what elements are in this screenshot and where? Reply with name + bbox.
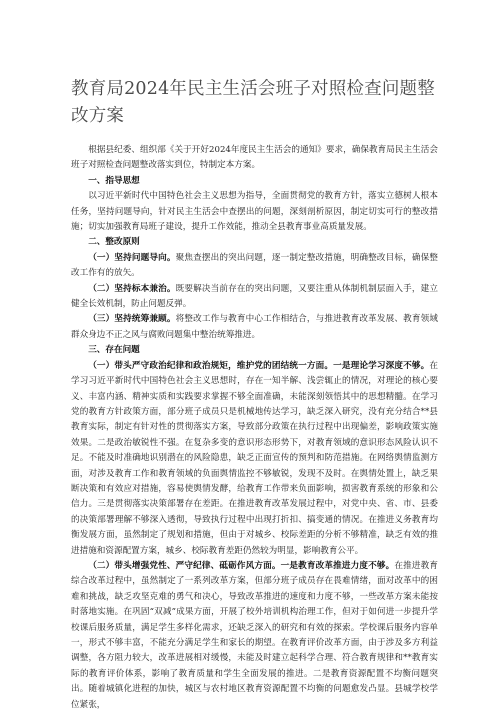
section-paragraph xyxy=(71,559,438,713)
section-paragraph xyxy=(71,251,438,282)
document-title: 教育局2024年民主生活会班子对照检查问题整改方案 xyxy=(71,79,435,126)
section-heading: 一、指导思想 xyxy=(88,175,140,186)
intro-paragraph: 根据县纪委、组织部《关于开好2024年度民主生活会的通知》要求，确保教育局民主生活会班子对照检查问题整改落实到位，特制定本方案。 xyxy=(71,145,438,171)
paragraph-lead: （二）坚持标本兼治。 xyxy=(88,283,176,294)
paragraph-text: 在推进教育综合改革过程中，虽然制定了一系列改革方案，但部分班子成员存在畏难情绪，面对改革中的困难和挑战，缺乏攻坚克难的勇气和决心，导致改革推进的速度和力度不够，一些改革方案未能按时落地实施。在巩固“双减”成果方面，开展了校外培训机构治理工作，但对于如何进一步提升学校课后服务质量，满足学生多样化需求，还缺乏深入的研究和有效的探索。学校课后服务内容单一，形式不够丰富，不能充分满足学生和家长的期望。在教育评价改革方面，由于涉及多方利益调整，各方阻力较大，改革进展相对缓慢，未能及时建立起科学合理、符合教育规律和**教育实际的教育评价体系，影响了教育质量和学生全面发展的推进。二是教育资源配置不均衡问题突出。随着城镇化进程的加快，城区与农村地区教育资源配置不均衡的问题愈发凸显。县城学校学位紧张， xyxy=(71,560,438,710)
paragraph-text: 既要解决当前存在的突出问题，又要注重从体制机制层面入手，建立健全长效机制，防止问题反弹。 xyxy=(71,283,438,310)
section-paragraph xyxy=(71,282,438,313)
paragraph-text: 将整改工作与教育中心工作相结合，与推进教育改革发展、教育领域群众身边不正之风与腐败问题集中整治统筹推进。 xyxy=(71,314,438,340)
paragraph-text: 在学习习近平新时代中国特色社会主义思想时，存在一知半解、浅尝辄止的情况，对理论的核心要义、丰富内涵、精神实质和实践要求掌握不够全面准确，未能深刻领悟其中的思想精髓。在学习党的教育方针政策方面，部分班子成员只是机械地传达学习，缺乏深入研究，没有充分结合**县教育实际，制定有针对性的贯彻落实方案，导致部分政策在执行过程中出现偏差，影响政策实施效果。二是政治敏锐性不强。在复杂多变的意识形态形势下，对教育领域的意识形态风险认识不足。不能及时准确地识别潜在的风险隐患，缺乏正面宣传的预判和防范措施。在网络舆情监测方面，对涉及教育工作和教育领域的负面舆情监控不够敏锐，发现不及时。在舆情处置上，缺乏果断决策和有效应对措施，容易使舆情发酵，给教育工作带来负面影响，损害教育系统的形象和公信力。三是贯彻落实决策部署存在差距。在推进教育改革发展过程中，对党中央、省、市、县委的决策部署理解不够深入透彻，导致执行过程中出现打折扣、搞变通的情况。在推进义务教育均衡发展方面，虽然制定了规划和措施，但由于对城乡、校际差距的分析不够精准，缺乏有效的推进措施和资源配置方案，城乡、校际教育差距仍然较为明显，影响教育公平。 xyxy=(71,360,438,556)
section-heading: 二、整改原则 xyxy=(88,237,140,248)
paragraph-lead: （二）带头增强党性、严守纪律、砥砺作风方面。一是教育改革推进力度不够。 xyxy=(88,560,395,571)
paragraph-lead: （一）坚持问题导向。 xyxy=(88,252,176,263)
section-heading: 三、存在问题 xyxy=(88,345,140,356)
section-paragraph xyxy=(71,189,438,235)
paragraph-text: 聚焦查摆出的突出问题，逐一制定整改措施，明确整改目标，确保整改工作有的放矢。 xyxy=(71,252,438,279)
section-paragraph xyxy=(71,359,438,559)
paragraph-lead: （三）坚持统筹兼顾。 xyxy=(88,314,176,325)
document-body xyxy=(71,143,438,713)
section-paragraph xyxy=(71,312,438,343)
paragraph-lead: （一）带头严守政治纪律和政治规矩，维护党的团结统一方面。一是理论学习深度不够。 xyxy=(88,360,430,371)
paragraph-text: 以习近平新时代中国特色社会主义思想为指导，全面贯彻党的教育方针，落实立德树人根本任务，坚持问题导向，针对民主生活会中查摆出的问题，深刻剖析原因，制定切实可行的整改措施；切实加强教育局班子建设，提升工作效能，推动全县教育事业高质量发展。 xyxy=(71,191,438,233)
